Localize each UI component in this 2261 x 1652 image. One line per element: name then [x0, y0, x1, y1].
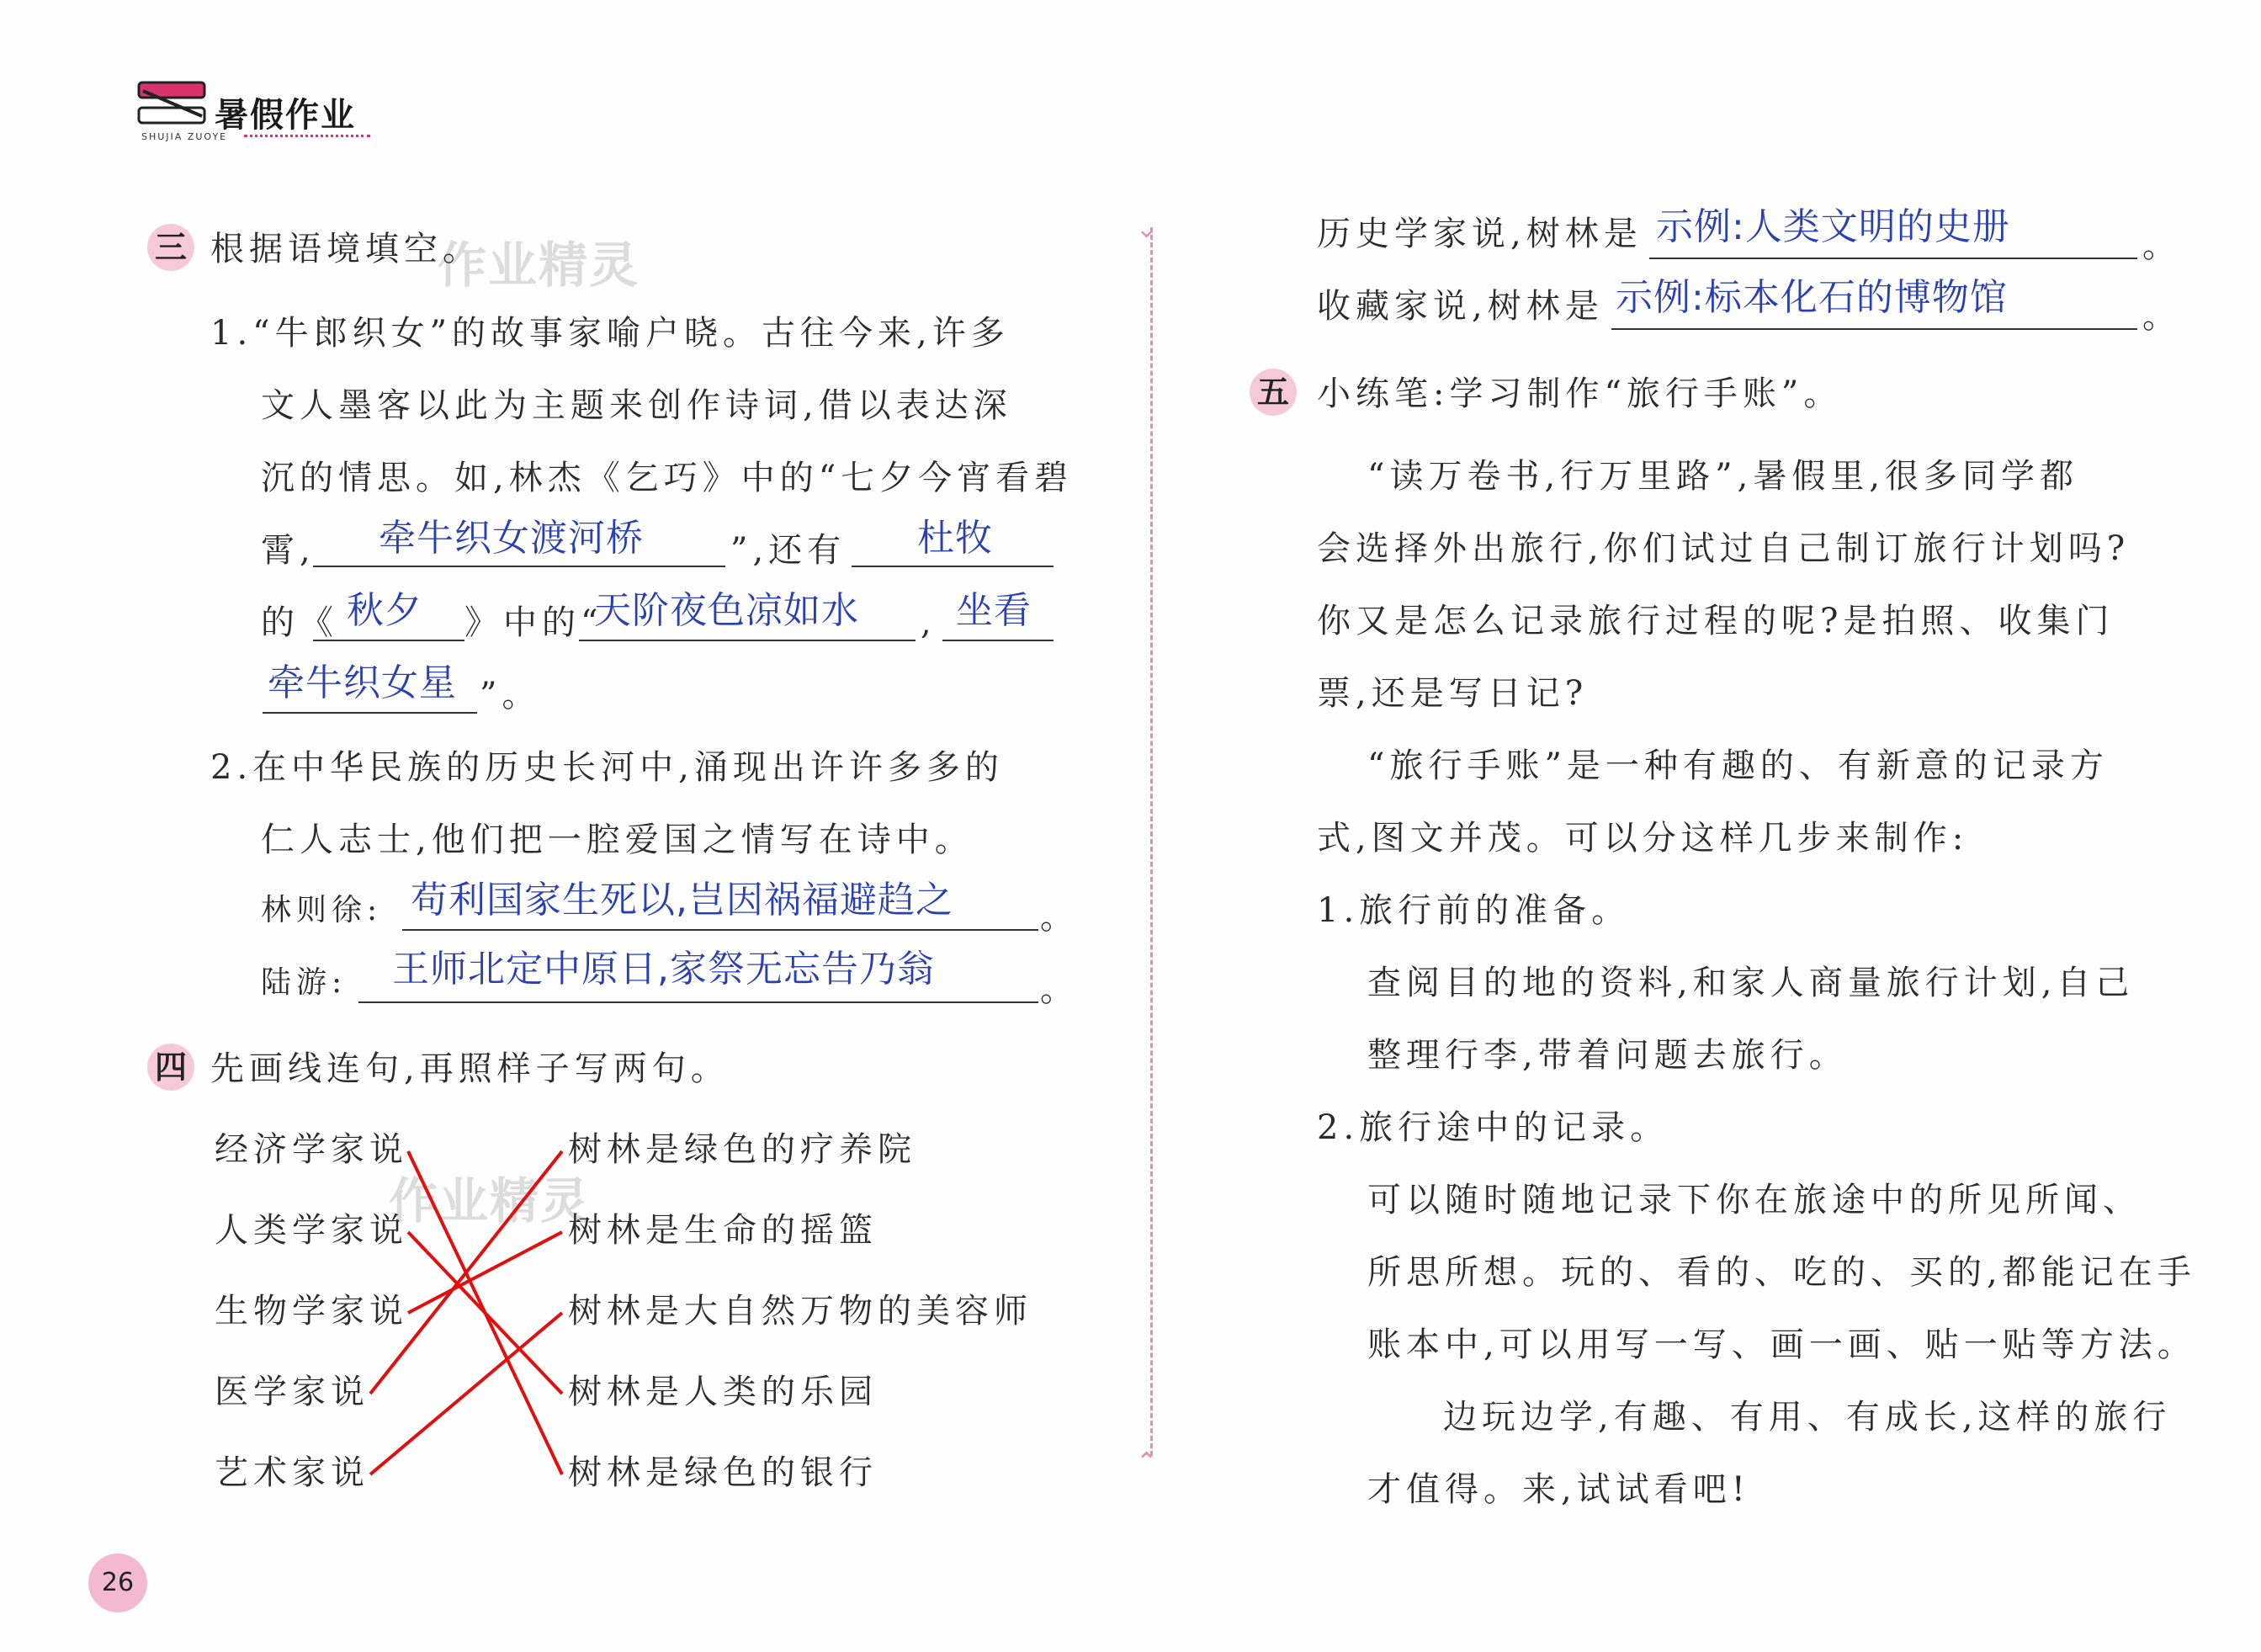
section-title: 先画线连句,再照样子写两句。: [210, 1049, 730, 1088]
watermark: 作业精灵: [389, 1172, 592, 1230]
match-line: [370, 1313, 562, 1474]
question-line: 2.在中华民族的历史长河中,涌现出许许多多的: [210, 748, 1004, 787]
section-title: 根据语境填空。: [210, 230, 481, 268]
header-title: 暑假作业: [215, 96, 356, 135]
paragraph-line: 票,还是写日记?: [1317, 674, 1589, 713]
paragraph-line: 才值得。来,试试看吧!: [1367, 1470, 1750, 1509]
question-text: 。: [2142, 297, 2181, 336]
match-left-item: 人类学家说: [215, 1211, 408, 1250]
section-number: 三: [147, 224, 194, 271]
paragraph-line: 整理行李,带着问题去旅行。: [1367, 1036, 1848, 1075]
match-left-item: 医学家说: [215, 1373, 369, 1411]
question-text: 收藏家说,树林是: [1317, 287, 1604, 326]
match-right-item: 树林是生命的摇篮: [568, 1211, 878, 1250]
match-line: [370, 1151, 562, 1394]
answer-blank: [1611, 328, 2137, 330]
handwritten-answer: 苟利国家生死以,岂因祸福避趋之: [411, 879, 953, 922]
question-text: 。: [2142, 226, 2181, 265]
section-number: 四: [147, 1044, 194, 1091]
section-title: 小练笔:学习制作“旅行手账”。: [1317, 374, 1843, 413]
paragraph-line: 2.旅行途中的记录。: [1317, 1108, 1669, 1147]
paragraph-line: “读万卷书,行万里路”,暑假里,很多同学都: [1367, 457, 2079, 496]
center-divider: [1150, 227, 1153, 1456]
handwritten-answer: 牵牛织女渡河桥: [379, 517, 644, 560]
question-text: 。: [1040, 898, 1079, 937]
handwritten-answer: 示例:人类文明的史册: [1656, 205, 2010, 248]
watermark: 作业精灵: [438, 236, 640, 294]
match-right-item: 树林是绿色的疗养院: [568, 1130, 916, 1169]
question-text: ”。: [480, 676, 541, 714]
question-text: 》中的“: [464, 603, 603, 642]
handwritten-answer: 坐看: [956, 589, 1032, 632]
match-right-item: 树林是大自然万物的美容师: [568, 1292, 1032, 1331]
match-left-item: 艺术家说: [215, 1453, 369, 1492]
handwritten-answer: 天阶夜色凉如水: [594, 589, 859, 632]
paragraph-line: 边玩边学,有趣、有用、有成长,这样的旅行: [1443, 1398, 2172, 1437]
match-right-item: 树林是绿色的银行: [568, 1453, 878, 1492]
paragraph-line: 会选择外出旅行,你们试过自己制订旅行计划吗?: [1317, 529, 2131, 568]
paragraph-line: 式,图文并茂。可以分这样几步来制作:: [1317, 819, 1969, 858]
handwritten-answer: 杜牧: [917, 517, 993, 560]
divider-top-chevron-icon: ⌄: [1136, 215, 1158, 244]
question-text: ,: [921, 603, 937, 642]
handwritten-answer: 秋夕: [347, 589, 422, 632]
paragraph-line: 账本中,可以用写一写、画一画、贴一贴等方法。: [1367, 1325, 2196, 1364]
question-line: 1.“牛郎织女”的故事家喻户晓。古往今来,许多: [210, 314, 1010, 353]
header-subtitle: SHUJIA ZUOYE: [141, 131, 228, 142]
match-left-item: 生物学家说: [215, 1292, 408, 1331]
page-number: 26: [88, 1554, 147, 1612]
question-text: 陆游:: [261, 965, 348, 1000]
handwritten-answer: 牵牛织女星: [268, 661, 457, 704]
divider-bottom-chevron-icon: ⌃: [1136, 1447, 1158, 1477]
handwritten-answer: 王师北定中原日,家祭无忘告乃翁: [392, 948, 935, 991]
question-line: 文人墨客以此为主题来创作诗词,借以表达深: [261, 386, 1012, 425]
handwritten-answer: 示例:标本化石的博物馆: [1616, 276, 2008, 319]
match-left-item: 经济学家说: [215, 1130, 408, 1169]
paragraph-line: 1.旅行前的准备。: [1317, 891, 1631, 930]
paragraph-line: 你又是怎么记录旅行过程的呢?是拍照、收集门: [1317, 602, 2115, 640]
paragraph-line: “旅行手账”是一种有趣的、有新意的记录方: [1367, 746, 2109, 785]
question-line: 仁人志士,他们把一腔爱国之情写在诗中。: [261, 821, 974, 859]
paragraph-line: 查阅目的地的资料,和家人商量旅行计划,自己: [1367, 964, 2135, 1002]
question-line: 沉的情思。如,林杰《乞巧》中的“七夕今宵看碧: [261, 459, 1074, 497]
question-text: 。: [1040, 970, 1079, 1009]
question-text: 历史学家说,树林是: [1317, 215, 1643, 253]
section-number: 五: [1250, 369, 1297, 416]
question-text: ”,还有: [730, 531, 847, 570]
question-text: 霄,: [261, 531, 316, 570]
match-line: [408, 1232, 562, 1394]
question-text: 林则徐:: [261, 893, 383, 927]
match-line: [408, 1232, 562, 1313]
match-right-item: 树林是人类的乐园: [568, 1373, 878, 1411]
answer-blank: [1649, 258, 2137, 259]
matching-lines: [0, 0, 1144, 1515]
paragraph-line: 可以随时随地记录下你在旅途中的所见所闻、: [1367, 1181, 2142, 1219]
paragraph-line: 所思所想。玩的、看的、吃的、买的,都能记在手: [1367, 1253, 2196, 1292]
question-text: 的《: [261, 603, 338, 642]
